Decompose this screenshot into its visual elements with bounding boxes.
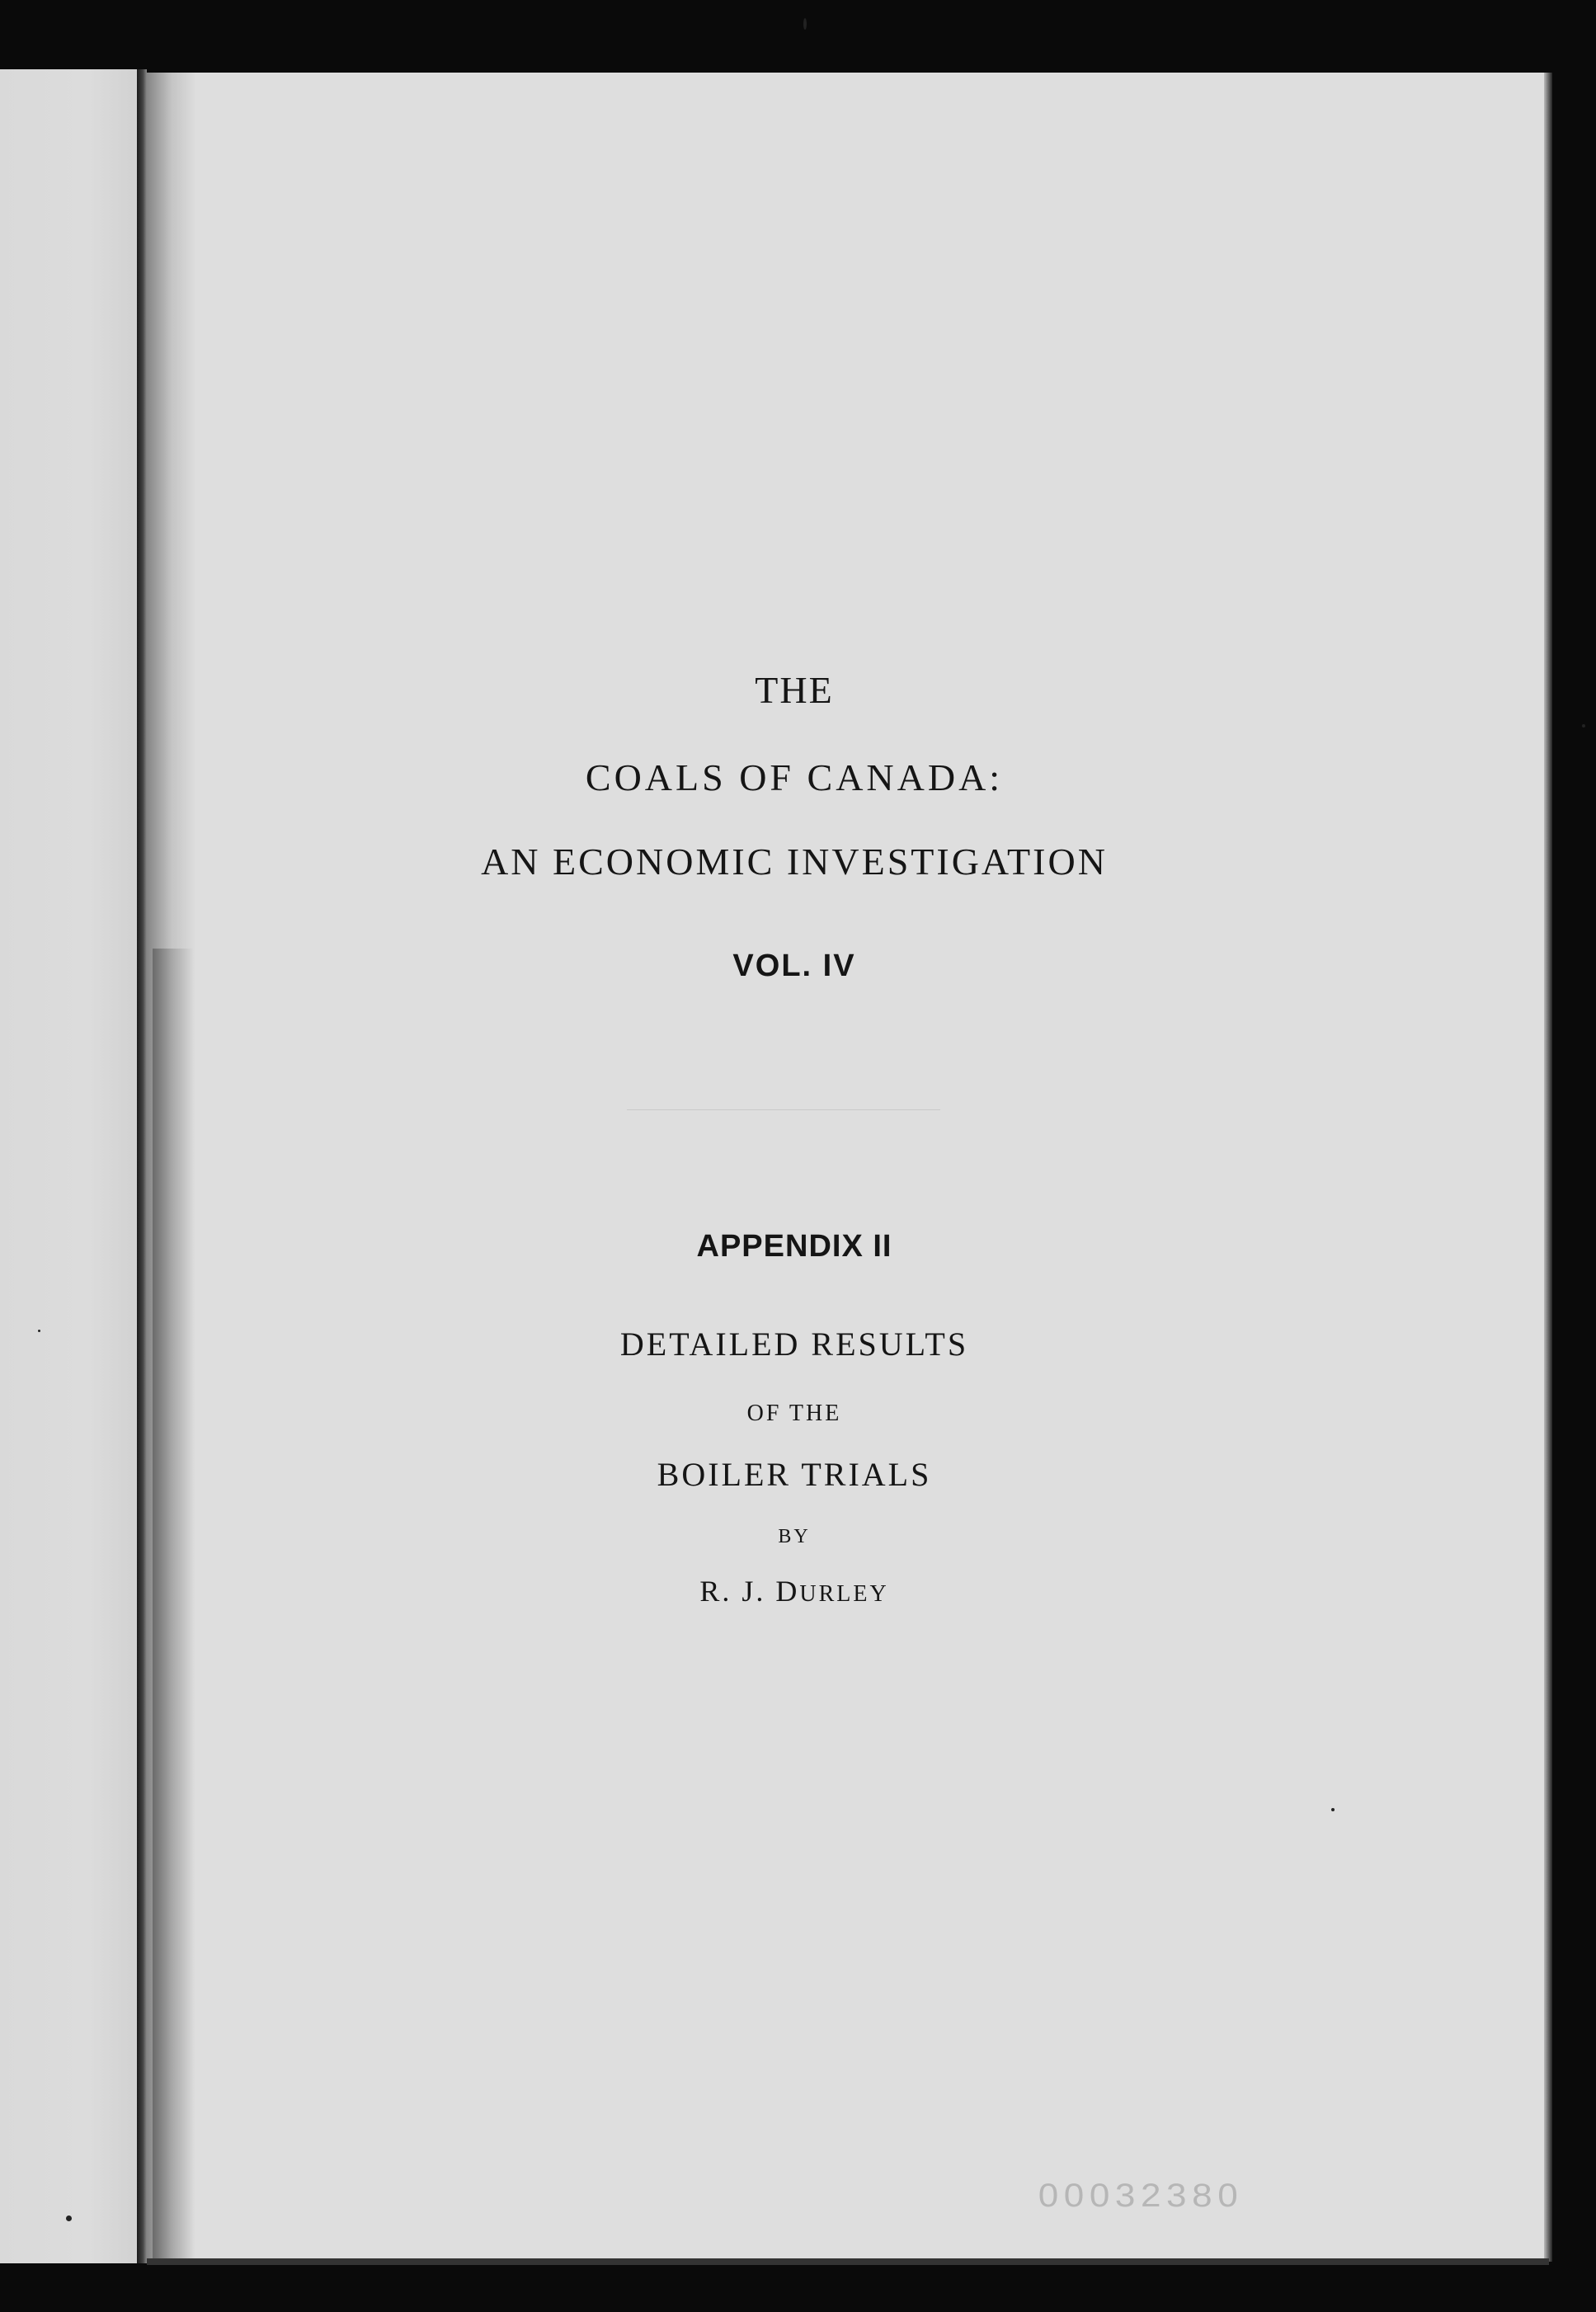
- author-initials: R. J. D: [699, 1575, 800, 1608]
- author-surname-smallcaps: URLEY: [799, 1581, 889, 1607]
- speck: [803, 18, 807, 30]
- title-line-2: COALS OF CANADA:: [585, 756, 1004, 798]
- faint-rule: [627, 1109, 940, 1110]
- speck: [66, 2215, 72, 2221]
- by-line: BY: [778, 1526, 811, 1547]
- speck: [1582, 724, 1585, 728]
- title-page: [147, 73, 1549, 2262]
- subtitle-line-2: OF THE: [746, 1401, 842, 1426]
- author-name: [147, 1574, 1442, 1608]
- speck: [38, 1330, 40, 1332]
- subtitle-line-1: DETAILED RESULTS: [619, 1326, 969, 1363]
- appendix-heading: APPENDIX II: [696, 1229, 892, 1264]
- speck: [1331, 1808, 1335, 1811]
- left-page-edge: [0, 69, 147, 2263]
- title-line-1: THE: [755, 669, 834, 711]
- page-right-edge: [1544, 73, 1552, 2262]
- volume-label: VOL. IV: [732, 949, 856, 983]
- binding-line: [137, 69, 147, 2263]
- subtitle-line-3: BOILER TRIALS: [657, 1456, 932, 1493]
- page-bottom-edge: [147, 2258, 1549, 2265]
- faded-stamp-number: 00032380: [1038, 2178, 1244, 2214]
- title-line-3: AN ECONOMIC INVESTIGATION: [481, 841, 1108, 883]
